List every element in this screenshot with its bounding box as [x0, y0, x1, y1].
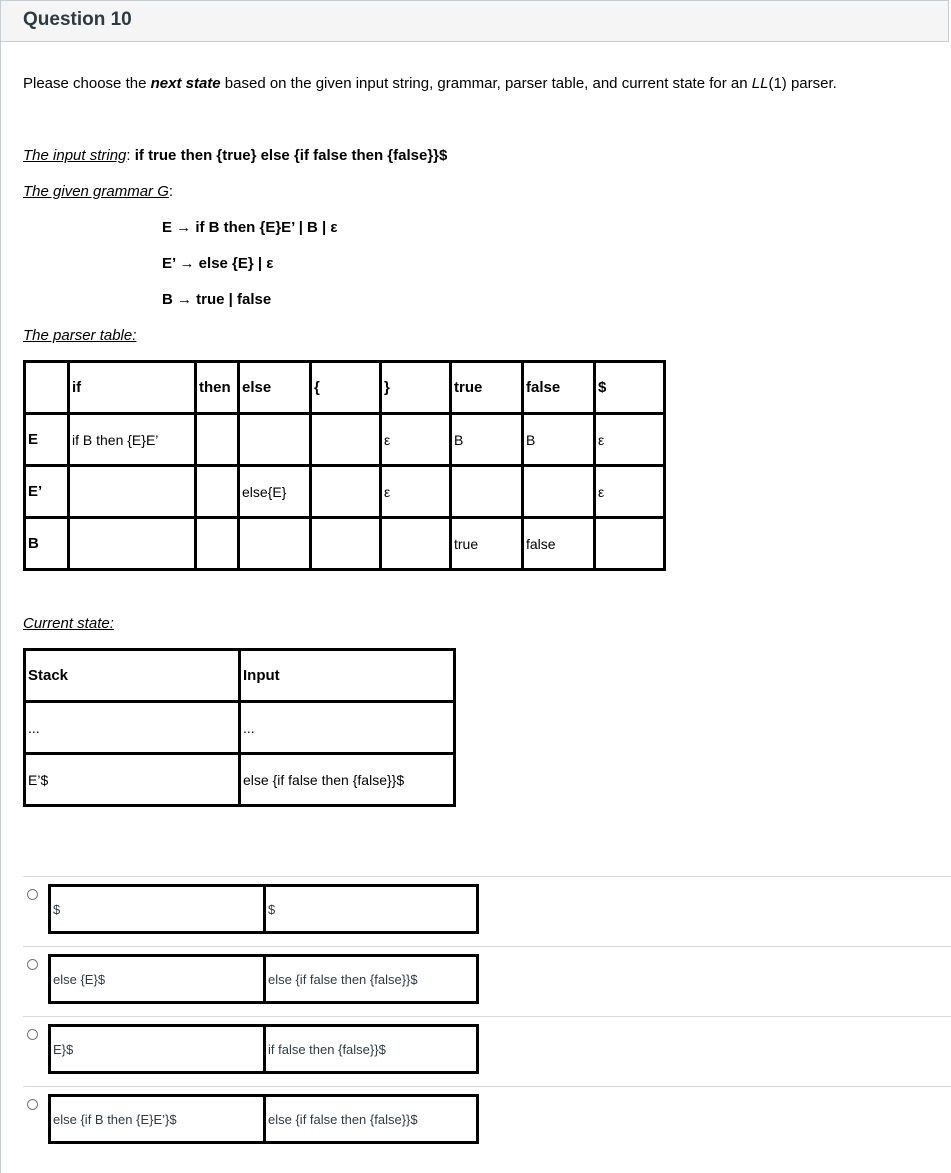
table-cell: B — [523, 414, 595, 466]
question-prompt — [23, 75, 837, 92]
table-header-cell: { — [311, 362, 381, 414]
table-cell: ε — [595, 466, 665, 518]
prompt-ll: LL — [751, 75, 769, 92]
table-header-cell: Input — [240, 650, 455, 702]
answer-divider — [23, 1086, 951, 1087]
input-string-label: The input string — [23, 147, 127, 164]
prompt-text-end: (1) parser. — [768, 75, 837, 92]
table-header-cell: Stack — [25, 650, 240, 702]
table-cell — [311, 414, 381, 466]
table-header-cell: true — [451, 362, 523, 414]
grammar-label: The given grammar G — [23, 183, 169, 200]
parser-table — [23, 360, 666, 571]
prompt-emphasis: next state — [150, 75, 221, 92]
answer-option-2[interactable] — [48, 954, 479, 1004]
table-cell — [311, 466, 381, 518]
option-stack-cell: else {if B then {E}E’}$ — [50, 1096, 265, 1143]
answer-option-3[interactable] — [48, 1024, 479, 1074]
answer-radio-2[interactable] — [27, 959, 38, 970]
table-cell: false — [523, 518, 595, 570]
table-cell — [381, 518, 451, 570]
grammar-rule-e: E → if B then {E}E’ | B | ε — [162, 219, 338, 236]
table-cell — [595, 518, 665, 570]
prompt-text-start: Please choose the — [23, 75, 151, 92]
table-cell: E — [25, 414, 69, 466]
table-cell — [69, 518, 196, 570]
parser-table-heading — [23, 327, 136, 344]
answer-option-1[interactable] — [48, 884, 479, 934]
table-cell: E’ — [25, 466, 69, 518]
grammar-rule-b: B → true | false — [162, 291, 272, 308]
table-cell: B — [451, 414, 523, 466]
table-cell — [196, 518, 239, 570]
table-cell — [239, 518, 311, 570]
option-stack-cell: $ — [50, 886, 265, 933]
table-cell — [239, 414, 311, 466]
table-header-cell: } — [381, 362, 451, 414]
table-cell — [69, 466, 196, 518]
answer-divider — [23, 1016, 951, 1017]
input-string-line: The input string: if true then {true} else {if false then {false}}$ — [23, 147, 448, 164]
grammar-line: The given grammar G: — [23, 183, 174, 200]
table-row — [25, 518, 665, 570]
question-frame-border — [0, 42, 1, 1173]
table-row — [25, 754, 455, 806]
table-cell — [523, 466, 595, 518]
table-header-cell: then — [196, 362, 239, 414]
table-cell: else{E} — [239, 466, 311, 518]
state-table-header-row — [25, 650, 455, 702]
table-header-cell: else — [239, 362, 311, 414]
parser-table-header-row — [25, 362, 665, 414]
table-header-cell: if — [69, 362, 196, 414]
table-row — [50, 1096, 478, 1143]
table-cell — [196, 414, 239, 466]
table-row — [25, 466, 665, 518]
table-header-cell: $ — [595, 362, 665, 414]
option-input-cell: else {if false then {false}}$ — [265, 1096, 478, 1143]
table-cell: B — [25, 518, 69, 570]
option-stack-cell: else {E}$ — [50, 956, 265, 1003]
table-row — [25, 414, 665, 466]
answer-radio-4[interactable] — [27, 1099, 38, 1110]
table-row — [50, 1026, 478, 1073]
table-row — [50, 886, 478, 933]
answer-radio-3[interactable] — [27, 1029, 38, 1040]
option-input-cell: $ — [265, 886, 478, 933]
current-state-label: Current state: — [23, 615, 114, 632]
table-cell: true — [451, 518, 523, 570]
answer-radio-1[interactable] — [27, 889, 38, 900]
prompt-text-middle: based on the given input string, grammar, parser table, and current state for an — [220, 75, 752, 92]
option-input-cell: if false then {false}}$ — [265, 1026, 478, 1073]
parser-table-label: The parser table: — [23, 327, 137, 344]
question-title: Question 10 — [23, 9, 132, 30]
answer-divider — [23, 946, 951, 947]
input-string-value: if true then {true} else {if false then {false}}$ — [134, 147, 448, 164]
table-header-cell: false — [523, 362, 595, 414]
table-cell — [311, 518, 381, 570]
table-header-cell — [25, 362, 69, 414]
table-cell: ε — [595, 414, 665, 466]
table-cell: ε — [381, 466, 451, 518]
grammar-rule-eprime: E’ → else {E} | ε — [162, 255, 274, 272]
option-input-cell: else {if false then {false}}$ — [265, 956, 478, 1003]
table-row — [50, 956, 478, 1003]
answer-divider — [23, 876, 951, 877]
answer-option-4[interactable] — [48, 1094, 479, 1144]
table-cell: else {if false then {false}}$ — [240, 754, 455, 806]
current-state-heading — [23, 615, 114, 632]
table-cell: ... — [25, 702, 240, 754]
option-stack-cell: E}$ — [50, 1026, 265, 1073]
table-cell: E’$ — [25, 754, 240, 806]
table-cell: ... — [240, 702, 455, 754]
question-header — [0, 0, 949, 42]
table-row — [25, 702, 455, 754]
table-cell: if B then {E}E’ — [69, 414, 196, 466]
table-cell — [196, 466, 239, 518]
current-state-table — [23, 648, 456, 807]
table-cell: ε — [381, 414, 451, 466]
table-cell — [451, 466, 523, 518]
